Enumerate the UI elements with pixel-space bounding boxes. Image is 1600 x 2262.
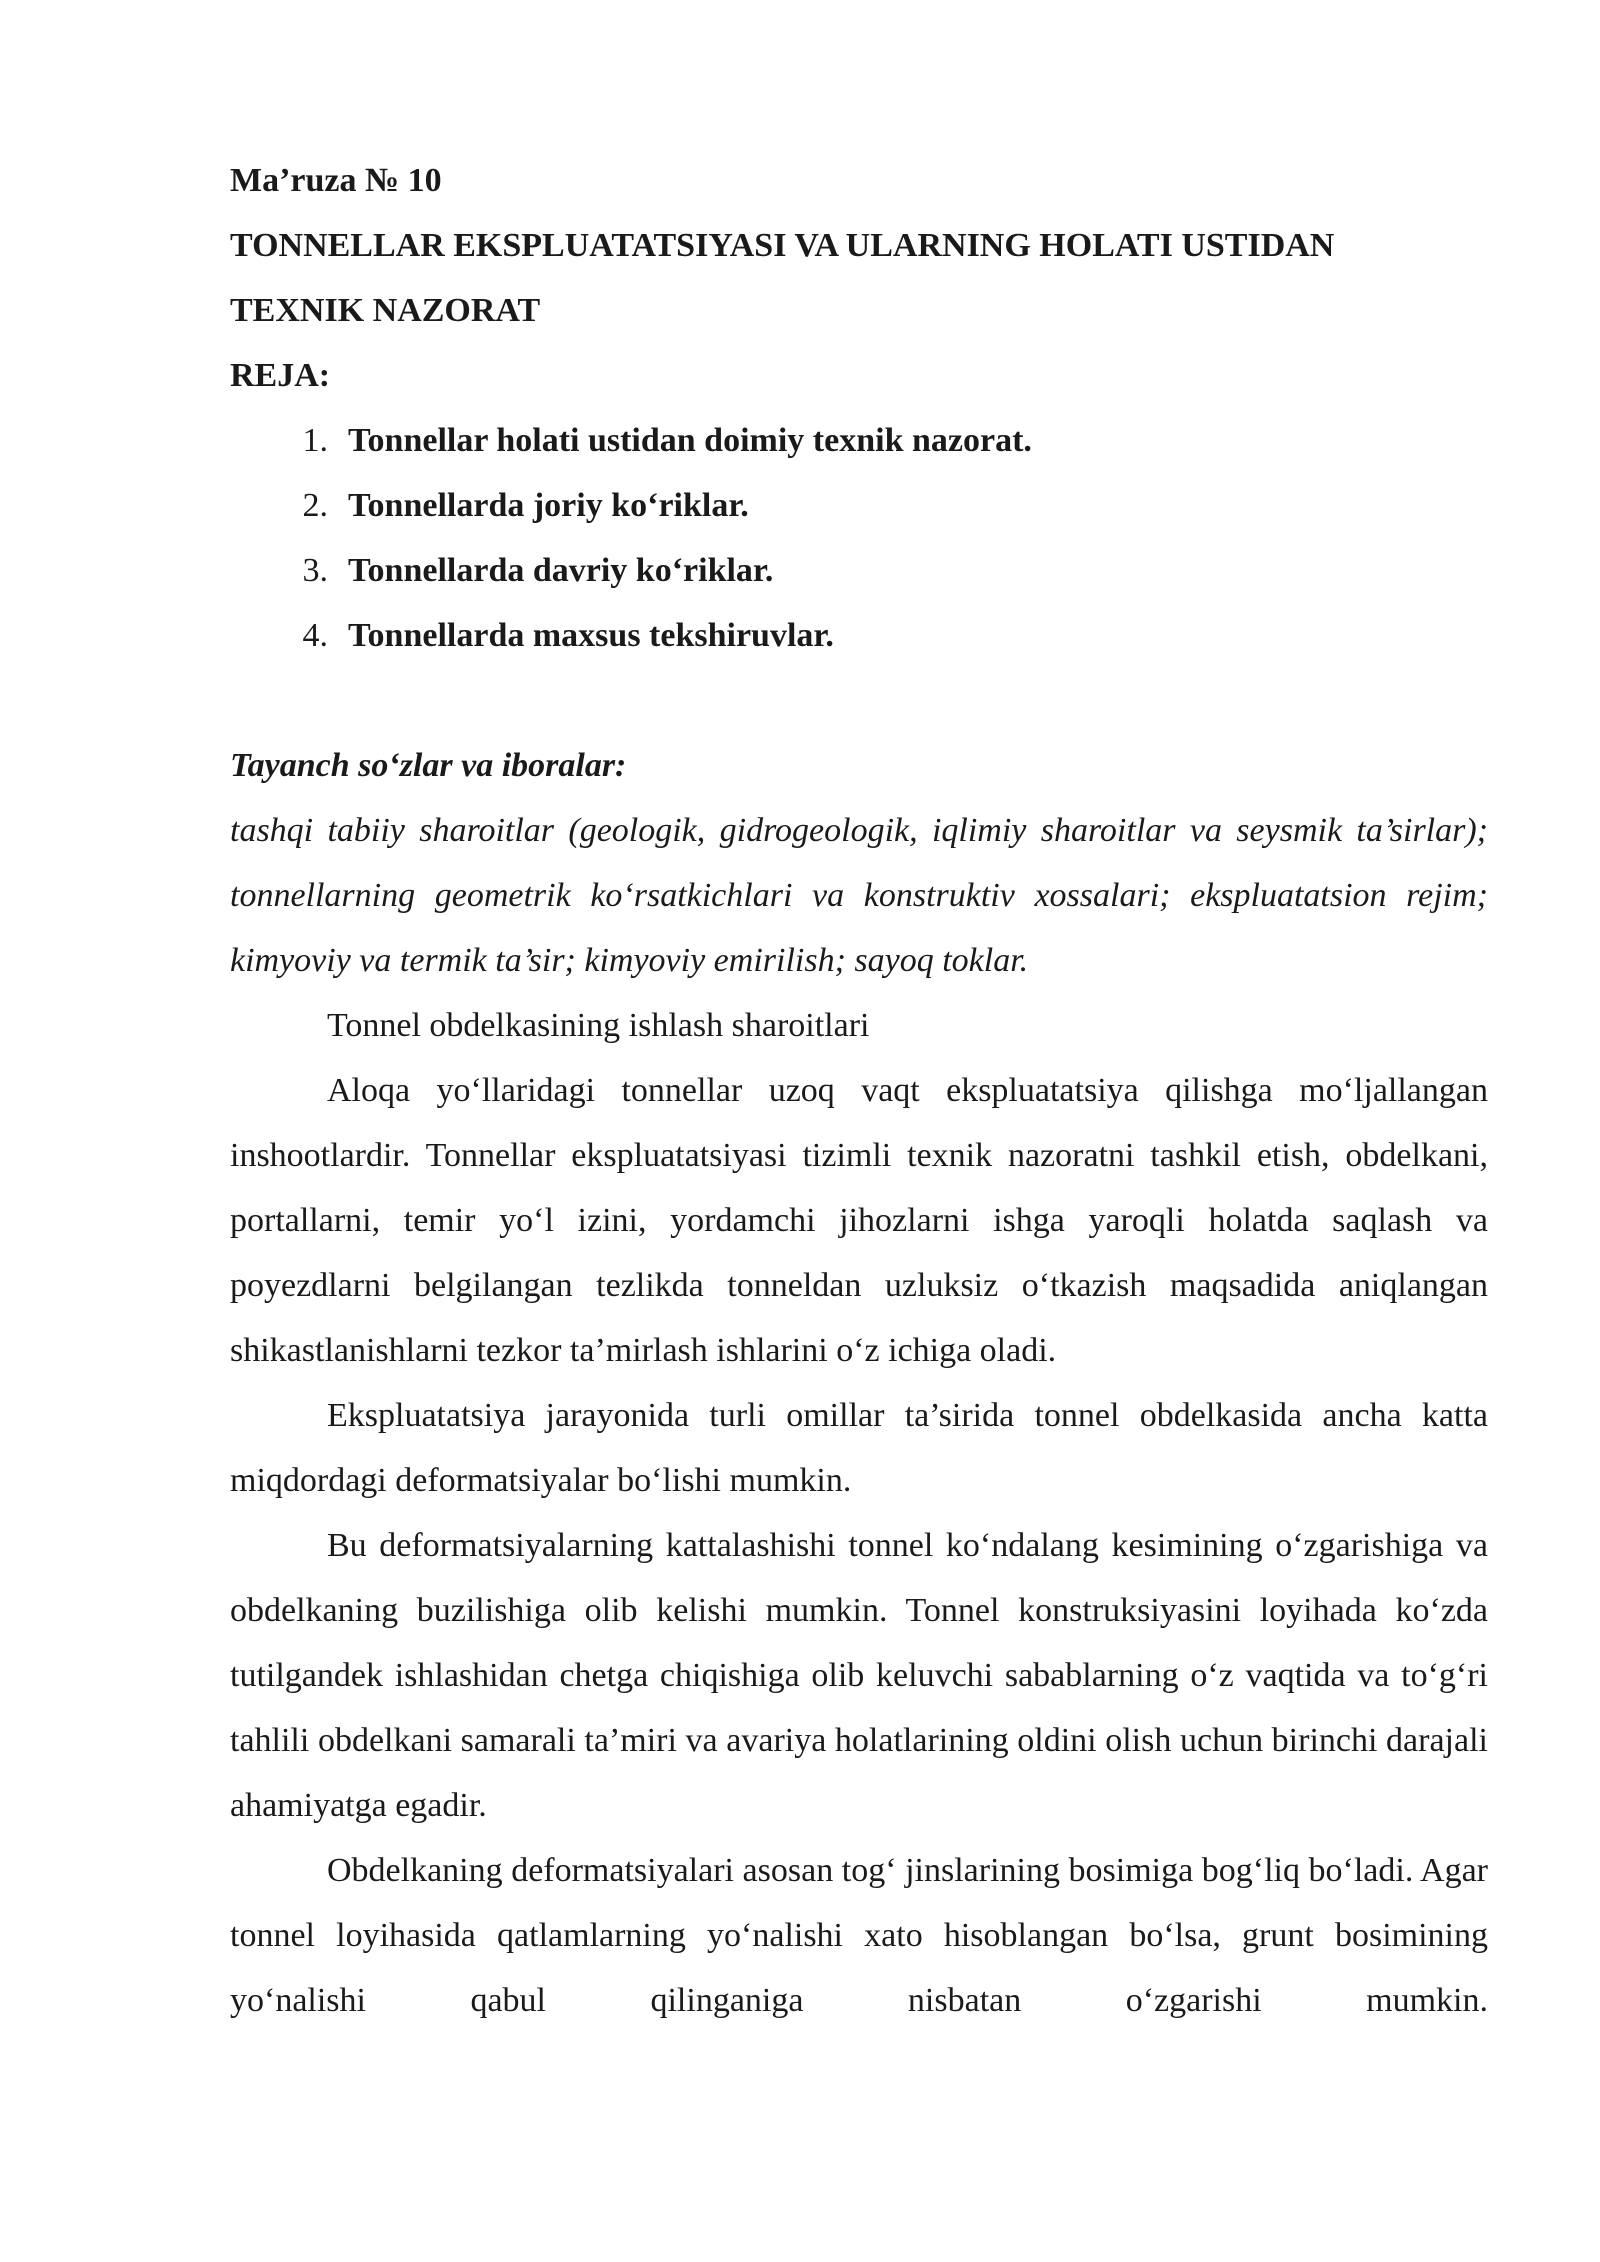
title-line-1: TONNELLAR EKSPLUATATSIYASI VA ULARNING HOLATI USTIDAN — [230, 227, 1335, 264]
lecture-label: Ma’ruza № 10 — [230, 162, 442, 199]
plan-item — [230, 538, 1488, 603]
plan-item — [230, 473, 1488, 538]
spacer — [230, 668, 1488, 733]
body-paragraph: Bu deformatsiyalarning kattalashishi tonnel ko‘ndalang kesimining o‘zgarishiga va obdelkaning buzilishiga olib kelishi mumkin. Tonnel konstruksiyasini loyihada ko‘zda tutilgandek ishlashidan chetga chiqishiga olib keluvchi sabablarning o‘z vaqtida va to‘g‘ri tahlili obdelkani samarali ta’miri va avariya holatlarining oldini olish uchun birinchi darajali ahamiyatga egadir. — [230, 1527, 1488, 1824]
plan-item-text: Tonnellar holati ustidan doimiy texnik nazorat. — [348, 422, 1032, 459]
document-page — [230, 148, 1488, 2033]
plan-item-number: 4. — [302, 617, 328, 654]
plan-item-number: 3. — [302, 552, 328, 589]
title-line-2: TEXNIK NAZORAT — [230, 292, 541, 329]
plan-list — [230, 408, 1488, 668]
plan-label: REJA: — [230, 357, 331, 394]
plan-item-number: 1. — [302, 422, 328, 459]
plan-item-text: Tonnellarda joriy ko‘riklar. — [348, 487, 749, 524]
keywords-title: Tayanch so‘zlar va iboralar: — [230, 747, 627, 784]
keywords-text: tashqi tabiiy sharoitlar (geologik, gidrogeologik, iqlimiy sharoitlar va seysmik ta’sirlar); tonnellarning geometrik ko‘rsatkichlari va konstruktiv xossalari; ekspluatatsion rejim; kimyoviy va termik ta’sir; kimyoviy emirilish; sayoq toklar. — [230, 812, 1488, 979]
body-paragraph: Obdelkaning deformatsiyalari asosan tog‘ jinslarining bosimiga bog‘liq bo‘ladi. Agar tonnel loyihasida qatlamlarning yo‘nalishi xato hisoblangan bo‘lsa, grunt bosimining yo‘nalishi qabul qilinganiga nisbatan o‘zgarishi mumkin. — [230, 1852, 1488, 2019]
plan-item-number: 2. — [302, 487, 328, 524]
section-heading: Tonnel obdelkasining ishlash sharoitlari — [327, 1007, 870, 1044]
plan-item — [230, 408, 1488, 473]
plan-item-text: Tonnellarda maxsus tekshiruvlar. — [348, 617, 834, 654]
plan-item-text: Tonnellarda davriy ko‘riklar. — [348, 552, 774, 589]
body-paragraph: Aloqa yo‘llaridagi tonnellar uzoq vaqt ekspluatatsiya qilishga mo‘ljallangan inshootlardir. Tonnellar ekspluatatsiyasi tizimli texnik nazoratni tashkil etish, obdelkani, portallarni, temir yo‘l izini, yordamchi jihozlarni ishga yaroqli holatda saqlash va poyezdlarni belgilangan tezlikda tonneldan uzluksiz o‘tkazish maqsadida aniqlangan shikastlanishlarni tezkor ta’mirlash ishlarini o‘z ichiga oladi. — [230, 1072, 1488, 1369]
plan-item — [230, 603, 1488, 668]
body-paragraph: Ekspluatatsiya jarayonida turli omillar ta’sirida tonnel obdelkasida ancha katta miqdordagi deformatsiyalar bo‘lishi mumkin. — [230, 1397, 1488, 1499]
